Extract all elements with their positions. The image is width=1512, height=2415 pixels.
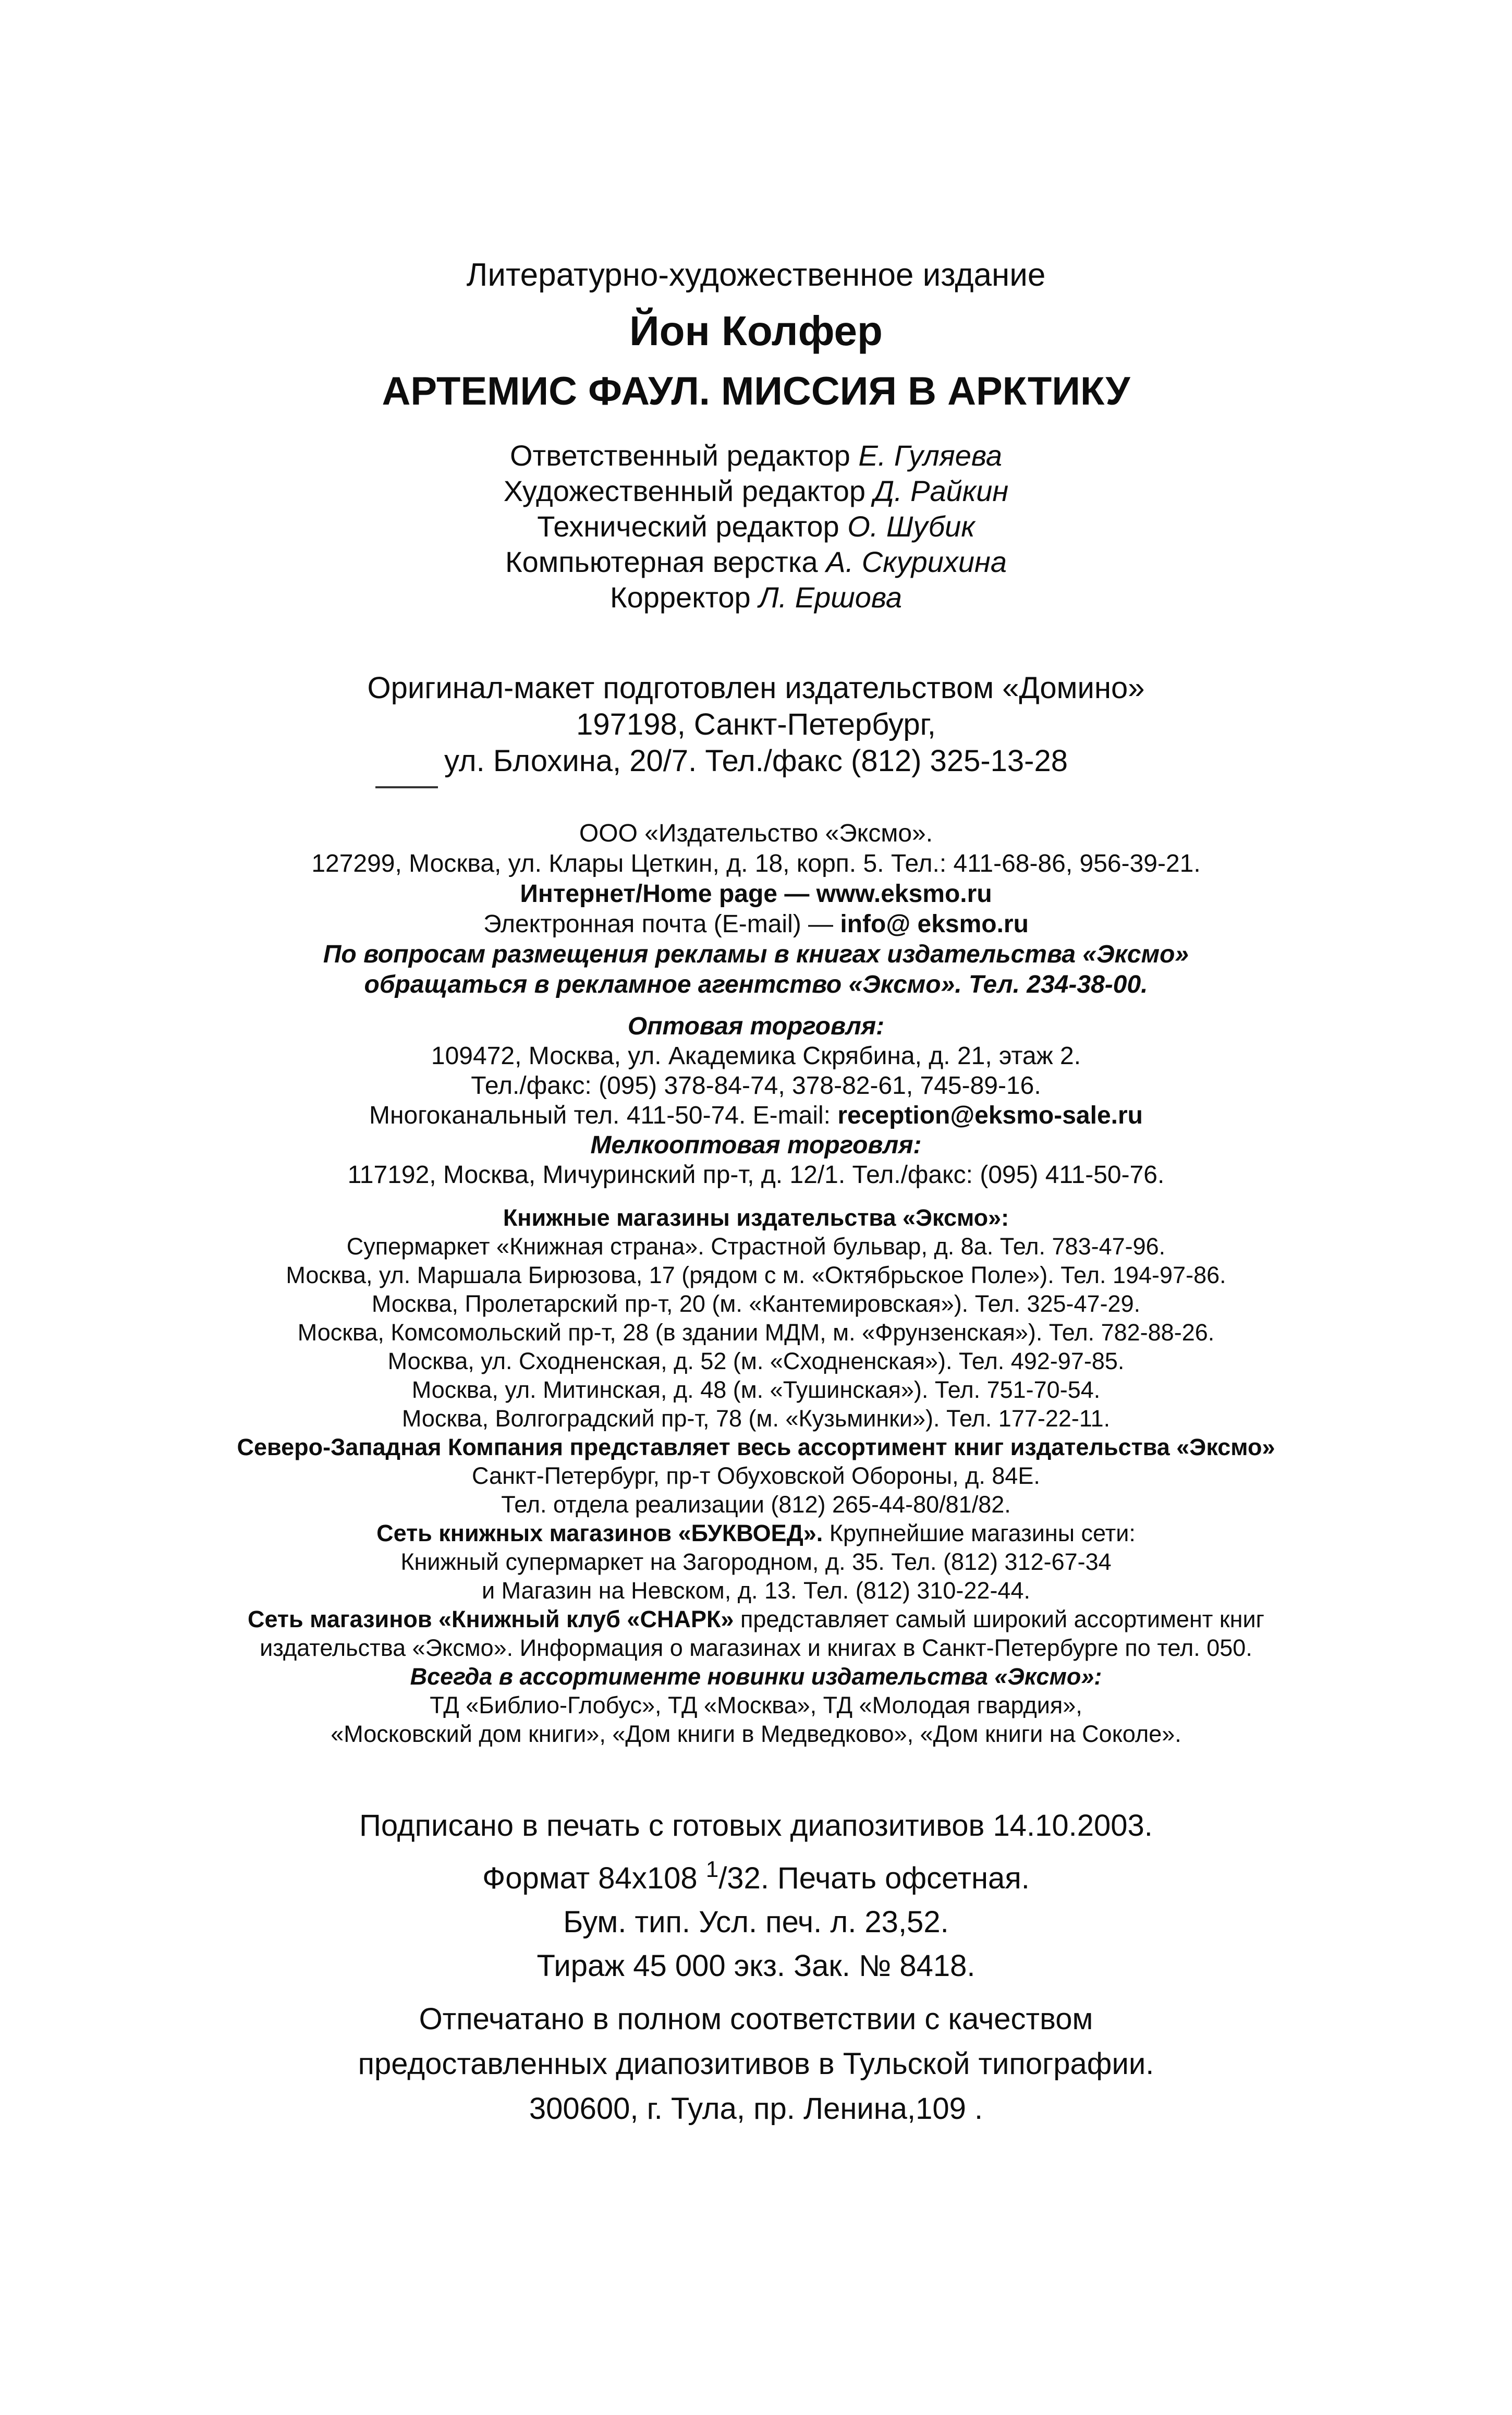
layout-house-address: ул. Блохина, 20/7. Тел./факс (812) 325-13-28 [444,744,1068,778]
snark-desc: представляет самый широкий ассортимент книг [734,1606,1265,1632]
printer-line: Отпечатано в полном соответствии с качеством [419,2002,1093,2036]
signed-to-print: Подписано в печать с готовых диапозитивов 14.10.2003. [359,1809,1153,1843]
list-item: Москва, ул. Маршала Бирюзова, 17 (рядом с м. «Октябрьское Поле»). Тел. 194-97-86. [286,1262,1226,1288]
format-fraction: 1 [705,1857,719,1882]
wholesale-heading: Оптовая торговля: [627,1013,885,1040]
list-item: Москва, Волгоградский пр-т, 78 (м. «Кузьминки»). Тел. 177-22-11. [401,1405,1111,1432]
format-suffix: /32. Печать офсетная. [718,1861,1030,1895]
wholesale-phones: Тел./факс: (095) 378-84-74, 378-82-61, 745-89-16. [471,1072,1041,1100]
layout-house-line: Оригинал-макет подготовлен издательством «Домино» [367,671,1145,705]
printer-info [0,1997,1512,2131]
wholesale-phone: Многоканальный тел. 411-50-74. E-mail: [369,1102,838,1129]
wholesale-contact [0,1101,1512,1130]
northwest-company: Северо-Западная Компания представляет весь ассортимент книг издательства «Эксмо» [237,1434,1275,1460]
bukvoed-line [0,1519,1512,1547]
list-item: Супермаркет «Книжная страна». Страстной бульвар, д. 8а. Тел. 783-47-96. [346,1233,1166,1260]
shops-heading: Книжные магазины издательства «Эксмо»: [503,1204,1009,1231]
always-stores: «Московский дом книги», «Дом книги в Медведково», «Дом книги на Соколе». [331,1721,1181,1747]
small-wholesale-address: 117192, Москва, Мичуринский пр-т, д. 12/1. Тел./факс: (095) 411-50-76. [347,1161,1165,1189]
always-stores: ТД «Библио-Глобус», ТД «Москва», ТД «Молодая гвардия», [430,1692,1082,1718]
paper-line: Бум. тип. Усл. печ. л. 23,52. [563,1905,949,1939]
editor-name: А. Скурихина [826,545,1007,578]
editor-role: Корректор [610,581,751,614]
publisher-address: 127299, Москва, ул. Клары Цеткин, д. 18, корп. 5. Тел.: 411-68-86, 956-39-21. [311,850,1201,877]
format-prefix: Формат 84x108 [482,1861,706,1895]
editor-line [0,544,1512,580]
snark-info: издательства «Эксмо». Информация о магазинах и книгах в Санкт-Петербурге по тел. 050. [260,1635,1252,1661]
layout-house-city: 197198, Санкт-Петербург, [576,708,936,741]
always-heading: Всегда в ассортименте новинки издательства «Эксмо»: [410,1663,1102,1690]
bukvoed-name: Сеть книжных магазинов «БУКВОЕД». [376,1520,823,1546]
list-item: Москва, Комсомольский пр-т, 28 (в здании МДМ, м. «Фрунзенская»). Тел. 782-88-26. [297,1319,1215,1346]
bukvoed-desc: Крупнейшие магазины сети: [823,1520,1136,1546]
shops-info [0,1203,1512,1748]
editor-role: Ответственный редактор [510,439,850,472]
printer-address: 300600, г. Тула, пр. Ленина,109 . [529,2092,983,2126]
editor-line [0,509,1512,544]
bukvoed-store: Книжный супермаркет на Загородном, д. 35. Тел. (812) 312-67-34 [400,1548,1112,1575]
divider-rule [375,786,438,788]
ads-notice: обращаться в рекламное агентство «Эксмо». Тел. 234-38-00. [364,971,1148,998]
editor-line [0,438,1512,473]
layout-house [0,670,1512,779]
email-value: info@ eksmo.ru [840,910,1029,938]
wholesale-email: reception@eksmo-sale.ru [837,1102,1143,1129]
northwest-address: Санкт-Петербург, пр-т Обуховской Обороны, д. 84Е. [472,1462,1040,1489]
book-title: АРТЕМИС ФАУЛ. МИССИЯ В АРКТИКУ [382,369,1130,413]
editor-role: Художественный редактор [503,474,866,507]
edition-type: Литературно-художественное издание [466,257,1046,293]
publisher-website: Интернет/Home page — www.eksmo.ru [520,880,992,908]
editors-list [0,438,1512,615]
editor-name: Л. Ершова [759,581,902,614]
editor-role: Компьютерная верстка [505,545,818,578]
editor-line [0,580,1512,615]
editor-line [0,473,1512,509]
editor-name: Д. Райкин [873,474,1009,507]
list-item: Москва, ул. Сходненская, д. 52 (м. «Сходненская»). Тел. 492-97-85. [387,1348,1125,1374]
wholesale-info [0,1011,1512,1190]
format-line [0,1848,1512,1900]
book-header [0,250,1512,421]
snark-name: Сеть магазинов «Книжный клуб «СНАРК» [247,1606,734,1632]
publisher-info [0,819,1512,1000]
list-item: Москва, Пролетарский пр-т, 20 (м. «Кантемировская»). Тел. 325-47-29. [371,1290,1141,1317]
print-info [0,1804,1512,1988]
bukvoed-store: и Магазин на Невском, д. 13. Тел. (812) 310-22-44. [482,1577,1030,1604]
list-item: Москва, ул. Митинская, д. 48 (м. «Тушинская»). Тел. 751-70-54. [411,1376,1101,1403]
northwest-phone: Тел. отдела реализации (812) 265-44-80/81/82. [501,1491,1011,1518]
editor-name: Е. Гуляева [858,439,1002,472]
ads-notice: По вопросам размещения рекламы в книгах издательства «Эксмо» [323,941,1189,968]
editor-role: Технический редактор [537,510,839,543]
email-label: Электронная почта (E-mail) — [483,910,840,938]
publisher-email-line [0,909,1512,940]
printer-line: предоставленных диапозитивов в Тульской типографии. [358,2047,1154,2081]
snark-line [0,1605,1512,1633]
print-run: Тираж 45 000 экз. Зак. № 8418. [536,1949,976,1983]
editor-name: О. Шубик [847,510,975,543]
author-name: Йон Колфер [629,308,883,354]
small-wholesale-heading: Мелкооптовая торговля: [590,1131,922,1159]
publisher-name: ООО «Издательство «Эксмо». [579,820,933,847]
wholesale-address: 109472, Москва, ул. Академика Скрябина, д. 21, этаж 2. [431,1042,1081,1070]
